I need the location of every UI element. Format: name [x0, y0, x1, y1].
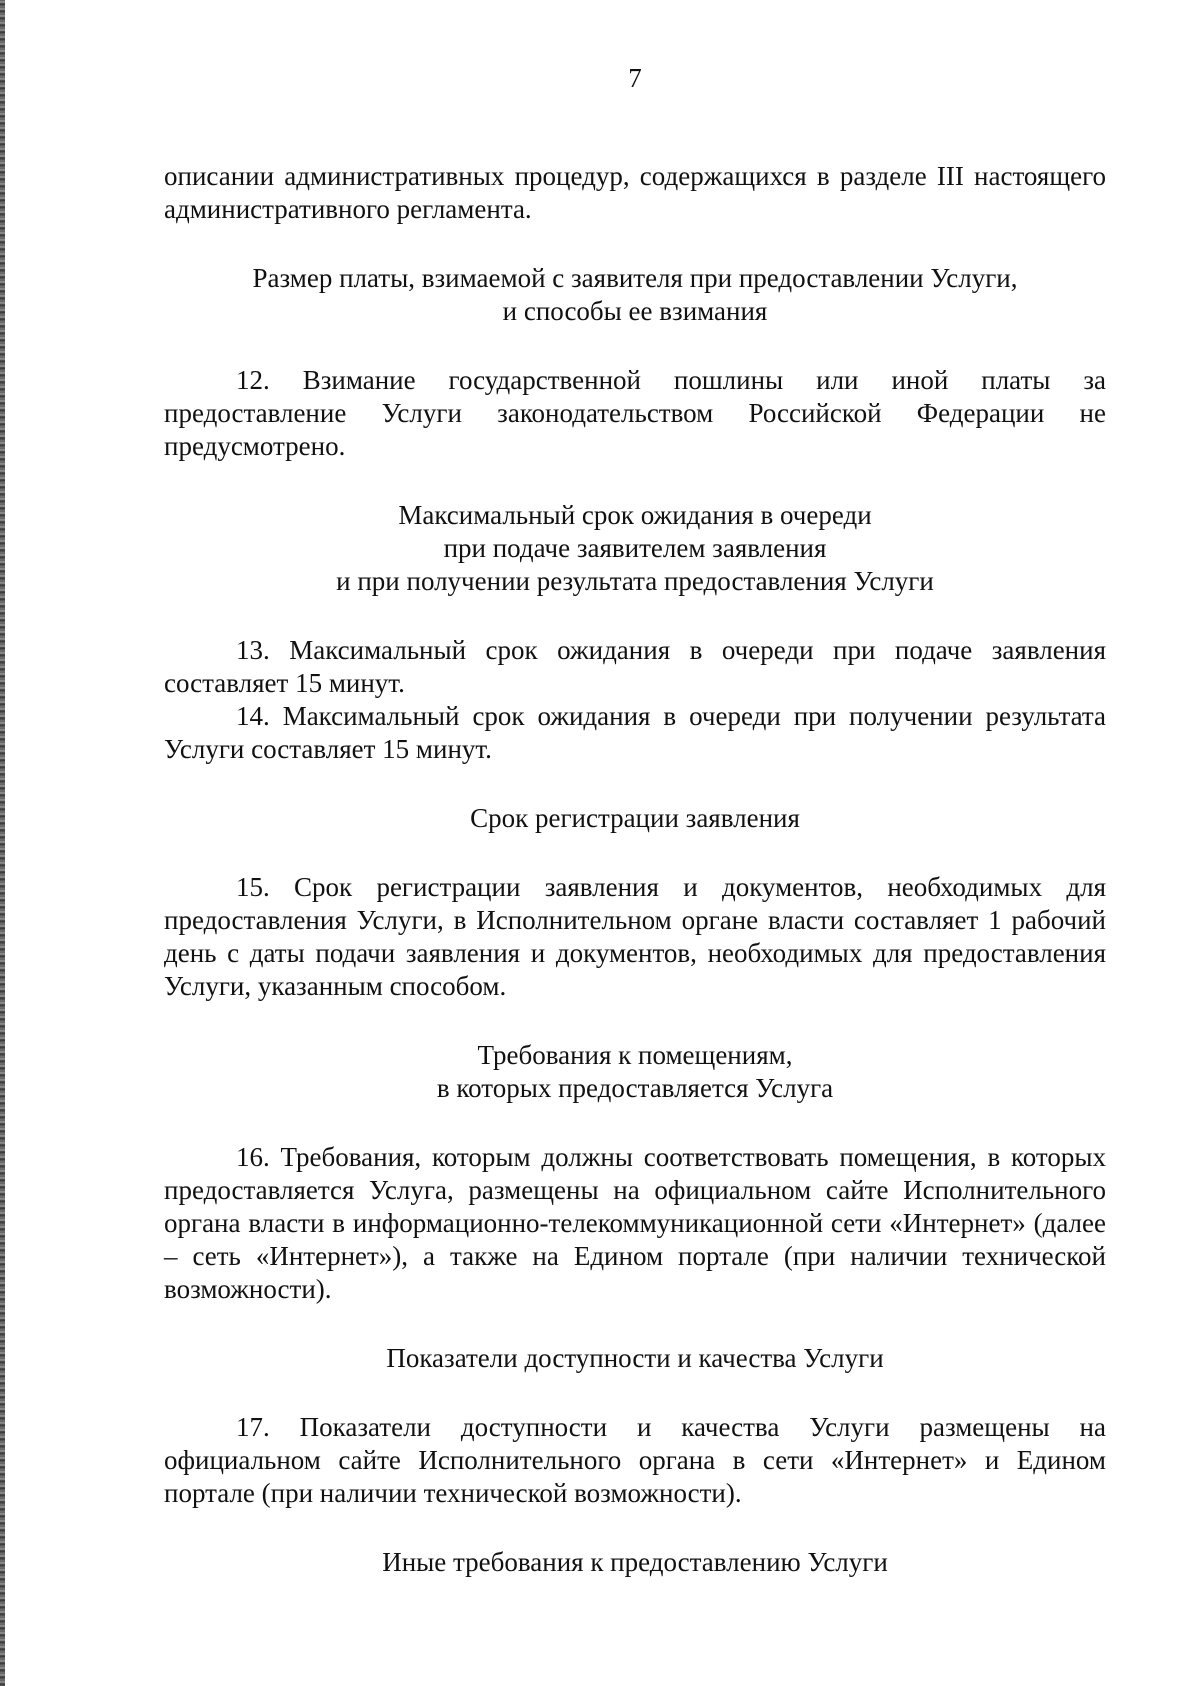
paragraph-15: 15. Срок регистрации заявления и документов, необходимых для предоставления Услуги, в Исполнительном органе власти составляет 1 рабочий день с даты подачи заявления и документов, необходимых для предоставления Услуги, указанным способом.: [164, 872, 1106, 1001]
section-heading-line: и способы ее взимания: [502, 296, 768, 326]
paragraph-17: 17. Показатели доступности и качества Услуги размещены на официальном сайте Исполнительного органа в сети «Интернет» и Едином портале (при наличии технической возможности).: [164, 1412, 1106, 1508]
section-heading-line: и при получении результата предоставления Услуги: [336, 566, 934, 596]
paragraph-16: 16. Требования, которым должны соответствовать помещения, в которых предоставляется Услуга, размещены на официальном сайте Исполнительного органа власти в информационно-телекоммуникационной сети «Интернет» (далее – сеть «Интернет»), а также на Едином портале (при наличии технической возможности).: [164, 1142, 1106, 1304]
continuation-paragraph: описании административных процедур, содержащихся в разделе III настоящего административного регламента.: [164, 161, 1106, 224]
document-page: [164, 60, 1106, 1579]
section-heading-line: Срок регистрации заявления: [470, 803, 800, 833]
section-other-requirements: [164, 1546, 1106, 1579]
section-heading-line: Иные требования к предоставлению Услуги: [382, 1547, 888, 1577]
section-heading-line: Показатели доступности и качества Услуги: [386, 1343, 884, 1373]
section-heading-line: Размер платы, взимаемой с заявителя при предоставлении Услуги,: [252, 263, 1018, 293]
paragraph-12: 12. Взимание государственной пошлины или иной платы за предоставление Услуги законодательством Российской Федерации не предусмотрено.: [164, 365, 1106, 461]
section-fee: [164, 262, 1106, 463]
paragraph-14: 14. Максимальный срок ожидания в очереди при получении результата Услуги составляет 15 минут.: [164, 701, 1106, 764]
section-queue-time: [164, 499, 1106, 766]
page-number: 7: [628, 63, 642, 93]
section-registration-term: [164, 802, 1106, 1003]
section-heading-line: при подаче заявителем заявления: [443, 533, 827, 563]
section-heading-line: Максимальный срок ожидания в очереди: [398, 500, 872, 530]
section-heading-line: Требования к помещениям,: [477, 1040, 793, 1070]
section-heading-line: в которых предоставляется Услуга: [436, 1073, 834, 1103]
scan-edge: [0, 0, 5, 1686]
section-premises-requirements: [164, 1039, 1106, 1306]
paragraph-13: 13. Максимальный срок ожидания в очереди при подаче заявления составляет 15 минут.: [164, 635, 1106, 698]
section-quality-indicators: [164, 1342, 1106, 1510]
